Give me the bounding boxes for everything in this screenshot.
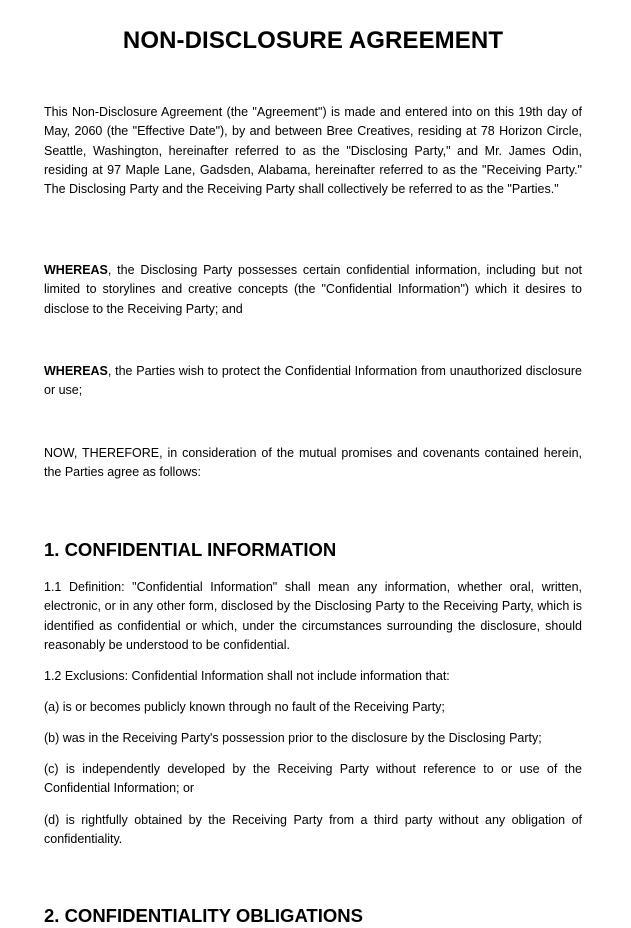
whereas-lead-1: WHEREAS xyxy=(44,263,108,277)
whereas-paragraph-1 xyxy=(44,261,582,319)
section-2-heading: 2. CONFIDENTIALITY OBLIGATIONS xyxy=(44,905,363,926)
whereas-text-2: , the Parties wish to protect the Confidential Information from unauthorized disclosure or use; xyxy=(44,364,582,398)
section-1-heading: 1. CONFIDENTIAL INFORMATION xyxy=(44,539,337,560)
exclusion-item-c: (c) is independently developed by the Receiving Party without reference to or use of the Confidential Information; or xyxy=(44,762,582,796)
exclusion-item-a: (a) is or becomes publicly known through no fault of the Receiving Party; xyxy=(44,700,445,714)
exclusion-item-d: (d) is rightfully obtained by the Receiving Party from a third party without any obligation of confidentiality. xyxy=(44,813,582,847)
exclusion-item-b: (b) was in the Receiving Party's possession prior to the disclosure by the Disclosing Party; xyxy=(44,731,542,745)
therefore-paragraph: NOW, THEREFORE, in consideration of the mutual promises and covenants contained herein, the Parties agree as follows: xyxy=(44,446,582,480)
document-title: NON-DISCLOSURE AGREEMENT xyxy=(122,27,504,54)
whereas-text-1: , the Disclosing Party possesses certain confidential information, including but not limited to storylines and creative concepts (the "Confidential Information") which it desires to disclose to the Receiving Party; and xyxy=(44,263,582,316)
exclusions-paragraph: 1.2 Exclusions: Confidential Information shall not include information that: xyxy=(44,669,450,683)
whereas-paragraph-2 xyxy=(44,362,582,401)
whereas-lead-2: WHEREAS xyxy=(44,364,108,378)
definition-paragraph: 1.1 Definition: "Confidential Information" shall mean any information, whether oral, written, electronic, or in any other form, disclosed by the Disclosing Party to the Receiving Party, which is identified as confidential or which, under the circumstances surrounding the disclosure, should reasonably be understood to be confidential. xyxy=(44,580,582,652)
intro-paragraph: This Non-Disclosure Agreement (the "Agreement") is made and entered into on this 19th day of May, 2060 (the "Effective Date"), by and between Bree Creatives, residing at 78 Horizon Circle, Seattle, Washington, hereinafter referred to as the "Disclosing Party," and Mr. James Odin, residing at 97 Maple Lane, Gadsden, Alabama, hereinafter referred to as the "Receiving Party." The Disclosing Party and the Receiving Party shall collectively be referred to as the "Parties." xyxy=(44,105,582,197)
